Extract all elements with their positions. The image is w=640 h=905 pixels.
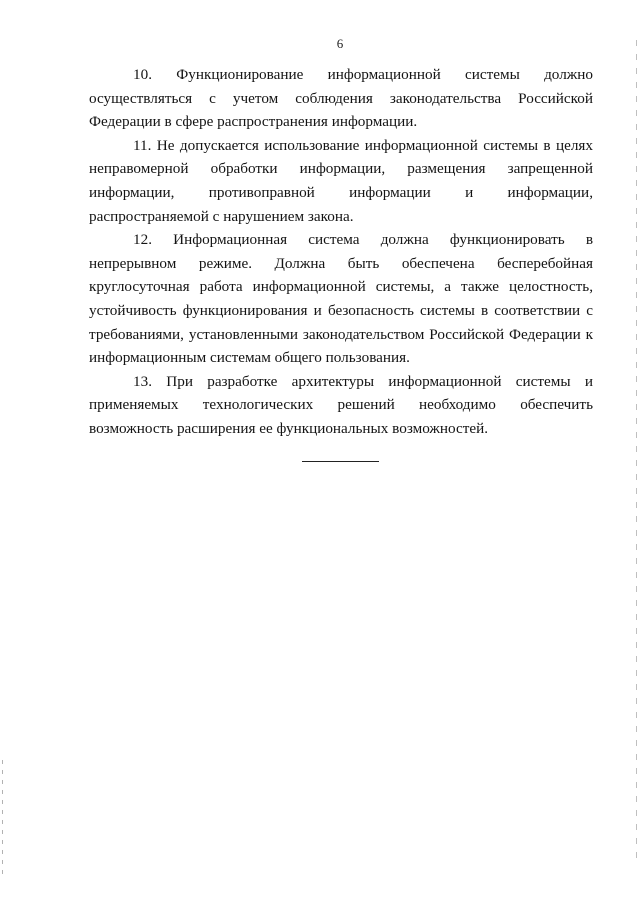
paragraph-13: 13. При разработке архитектуры информационной системы и применяемых технологических решений необходимо обеспечить возможность расширения ее функциональных возможностей. — [89, 372, 593, 437]
paragraph-10: 10. Функционирование информационной системы должно осуществляться с учетом соблюдения законодательства Российской Федерации в сфере распространения информации. — [89, 66, 593, 131]
page-number: 6 — [336, 36, 344, 51]
scan-edge-artifact — [636, 40, 637, 860]
scan-edge-artifact — [2, 760, 3, 880]
document-body — [89, 63, 593, 441]
paragraph-11: 11. Не допускается использование информационной системы в целях неправомерной обработки информации, размещения запрещенной информации, противоправной информации и информации, распространяемой с нарушением закона. — [89, 136, 593, 225]
paragraph-12: 12. Информационная система должна функционировать в непрерывном режиме. Должна быть обеспечена бесперебойная круглосуточная работа информационной системы, а также целостность, устойчивость функционирования и безопасность системы в соответствии с требованиями, установленными законодательством Российской Федерации к информационным системам общего пользования. — [89, 231, 593, 367]
end-of-document-rule — [302, 461, 379, 462]
